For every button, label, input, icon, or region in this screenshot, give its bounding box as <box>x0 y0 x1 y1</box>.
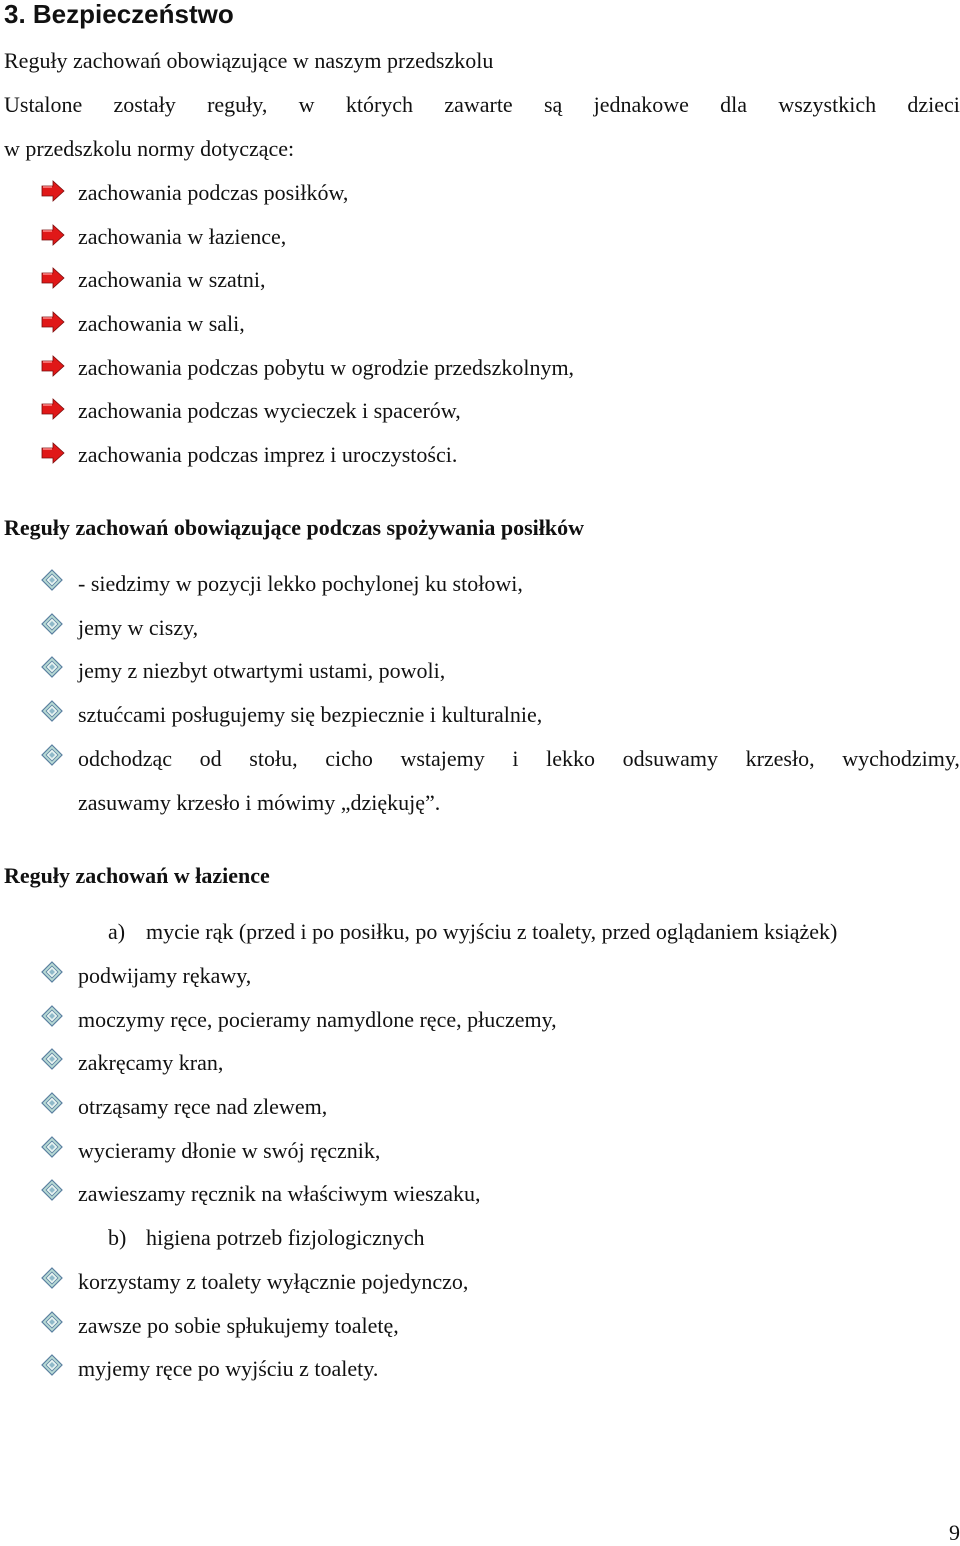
list-item: otrząsamy ręce nad zlewem, <box>78 1094 328 1119</box>
diamond-icon <box>41 700 63 727</box>
section-title: 3. Bezpieczeństwo <box>4 0 234 29</box>
list-item: zawieszamy ręcznik na właściwym wieszaku, <box>78 1181 481 1207</box>
intro-paragraph-line-2: w przedszkolu normy dotyczące: <box>4 136 295 161</box>
paragraph-word: stołu, <box>249 746 298 771</box>
paragraph-word: zostały <box>113 92 176 117</box>
red-arrow-icon <box>41 224 65 251</box>
diamond-icon <box>41 961 63 988</box>
list-item: zachowania podczas wycieczek i spacerów, <box>78 398 461 424</box>
diamond-icon <box>41 744 63 771</box>
paragraph-word: krzesło, <box>745 746 815 771</box>
diamond-icon <box>41 1092 63 1119</box>
list-item: zachowania w łazience, <box>78 223 287 249</box>
list-item: sztućcami posługujemy się bezpiecznie i kulturalnie, <box>78 702 543 727</box>
meals-heading: Reguły zachowań obowiązujące podczas spożywania posiłków <box>4 515 584 540</box>
paragraph-word: od <box>199 746 222 771</box>
paragraph-word: wszystkich <box>778 92 877 117</box>
diamond-icon <box>41 1136 63 1163</box>
paragraph-word: odchodząc <box>78 746 173 771</box>
list-item: zakręcamy kran, <box>78 1050 224 1076</box>
list-item: korzystamy z toalety wyłącznie pojedynczo, <box>78 1269 469 1294</box>
list-item: jemy w ciszy, <box>78 614 199 640</box>
paragraph-word: jednakowe <box>593 92 689 117</box>
paragraph-word: cicho <box>325 746 373 771</box>
meals-last-item-line-2: zasuwamy krzesło i mówimy „dziękuję”. <box>78 790 441 815</box>
paragraph-word: wstajemy <box>400 746 485 771</box>
list-item: zachowania w szatni, <box>78 267 266 293</box>
diamond-icon <box>41 1267 63 1294</box>
list-item: zachowania podczas imprez i uroczystości. <box>78 442 458 468</box>
list-item: zachowania podczas pobytu w ogrodzie przedszkolnym, <box>78 354 575 380</box>
page-number: 9 <box>949 1520 960 1545</box>
list-item: wycieramy dłonie w swój ręcznik, <box>78 1137 381 1163</box>
sub-a-text: mycie rąk (przed i po posiłku, po wyjściu z toalety, przed oglądaniem książek) <box>146 919 838 944</box>
diamond-icon <box>41 1354 63 1381</box>
list-item: moczymy ręce, pocieramy namydlone ręce, płuczemy, <box>78 1006 557 1032</box>
list-item: zawsze po sobie spłukujemy toaletę, <box>78 1312 399 1338</box>
paragraph-word: Ustalone <box>4 92 83 117</box>
diamond-icon <box>41 613 63 640</box>
paragraph-word: których <box>345 92 414 117</box>
paragraph-word: dla <box>720 92 748 117</box>
bathroom-heading: Reguły zachowań w łazience <box>4 863 270 888</box>
diamond-icon <box>41 1179 63 1206</box>
red-arrow-icon <box>41 267 65 294</box>
list-item: zachowania w sali, <box>78 311 245 336</box>
diamond-icon <box>41 569 63 596</box>
paragraph-word: odsuwamy <box>622 746 718 771</box>
red-arrow-icon <box>41 355 65 382</box>
paragraph-word: zawarte <box>444 92 513 117</box>
paragraph-word: i <box>512 746 519 771</box>
paragraph-word: lekko <box>546 746 596 771</box>
diamond-icon <box>41 1005 63 1032</box>
intro-heading: Reguły zachowań obowiązujące w naszym przedszkolu <box>4 48 494 73</box>
list-item: podwijamy rękawy, <box>78 963 252 988</box>
red-arrow-icon <box>41 398 65 425</box>
intro-paragraph-line-1 <box>4 92 960 118</box>
meals-last-item-line-1 <box>78 746 960 772</box>
red-arrow-icon <box>41 442 65 469</box>
paragraph-word: wychodzimy, <box>842 746 960 771</box>
red-arrow-icon <box>41 180 65 207</box>
sub-a-marker: a) <box>108 919 126 944</box>
diamond-icon <box>41 656 63 683</box>
paragraph-word: dzieci <box>907 92 960 117</box>
list-item: jemy z niezbyt otwartymi ustami, powoli, <box>78 658 446 684</box>
sub-b-text: higiena potrzeb fizjologicznych <box>146 1225 425 1250</box>
diamond-icon <box>41 1311 63 1338</box>
diamond-icon <box>41 1048 63 1075</box>
list-item: zachowania podczas posiłków, <box>78 180 349 205</box>
red-arrow-icon <box>41 311 65 338</box>
paragraph-word: reguły, <box>207 92 268 117</box>
list-item: - siedzimy w pozycji lekko pochylonej ku stołowi, <box>78 571 523 596</box>
sub-b-marker: b) <box>108 1225 127 1250</box>
paragraph-word: są <box>543 92 563 117</box>
paragraph-word: w <box>298 92 315 117</box>
list-item: myjemy ręce po wyjściu z toalety. <box>78 1356 379 1382</box>
